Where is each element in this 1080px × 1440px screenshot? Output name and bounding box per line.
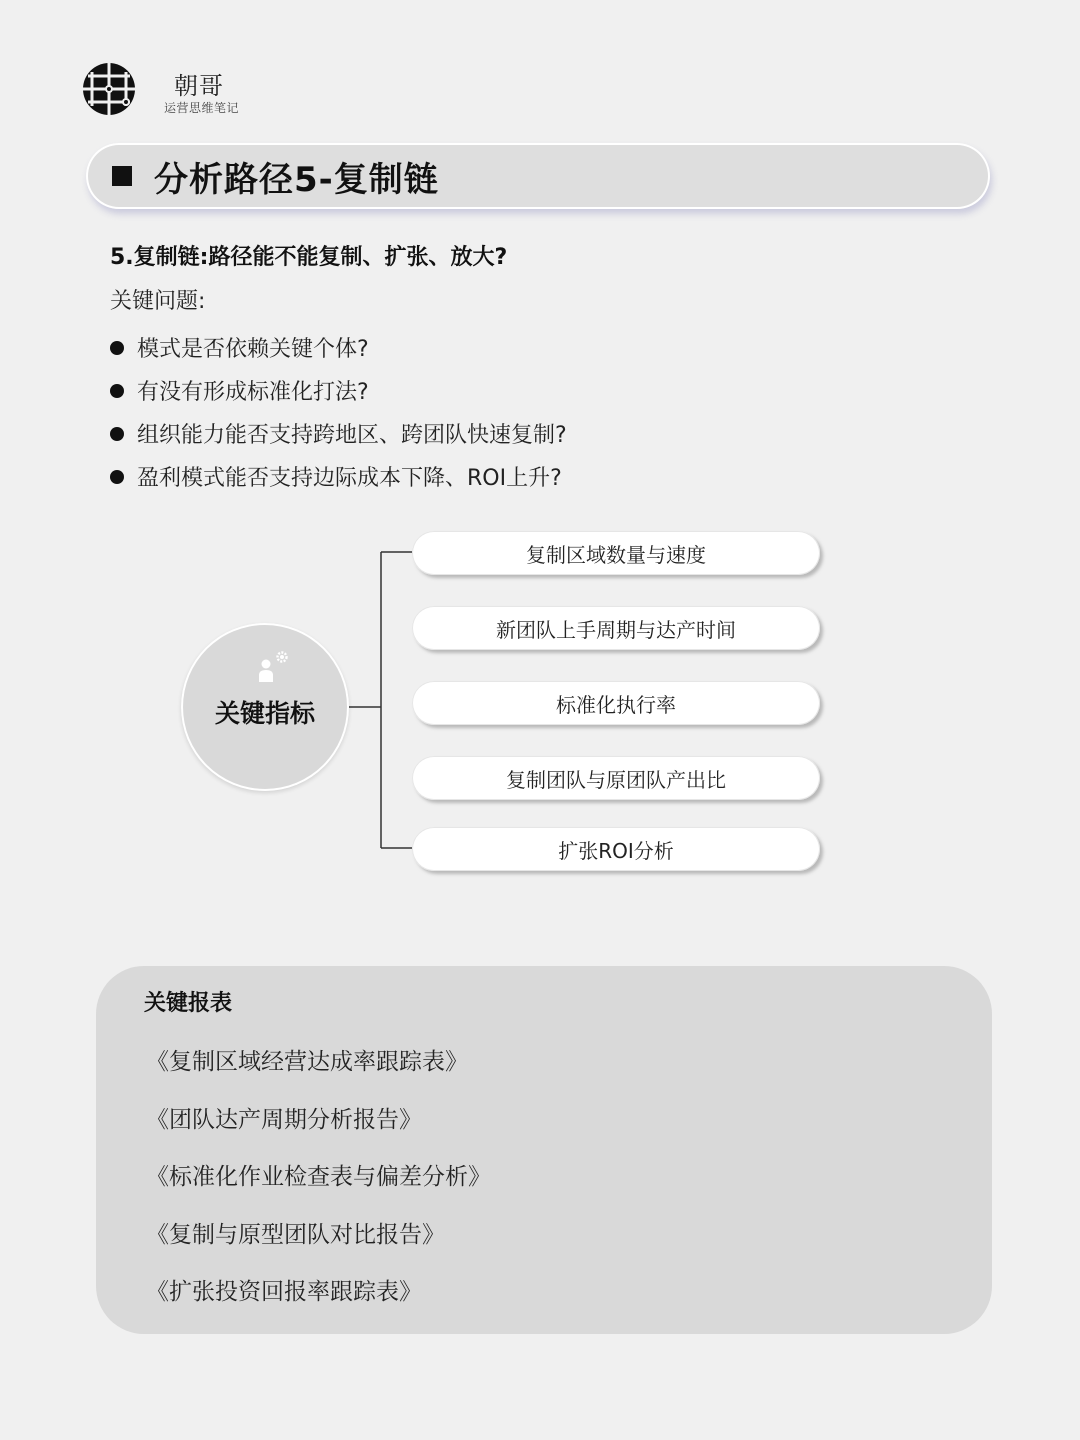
title-bar: [86, 143, 990, 209]
report-item: 《标准化作业检查表与偏差分析》: [146, 1164, 491, 1190]
reports-title: 关键报表: [144, 991, 233, 1016]
metric-item: 复制区域数量与速度: [412, 531, 820, 575]
brand-subtitle: 运营思维笔记: [164, 101, 240, 115]
bullet-dot-icon: [110, 470, 124, 484]
bullet-dot-icon: [110, 384, 124, 398]
metric-item: 扩张ROI分析: [412, 827, 820, 871]
person-gear-icon: [254, 648, 292, 686]
bullet-dot-icon: [110, 427, 124, 441]
list-item: 有没有形成标准化打法?: [110, 369, 567, 412]
list-item: 模式是否依赖关键个体?: [110, 326, 567, 369]
brand-name: 朝哥: [174, 72, 224, 100]
bullet-dot-icon: [110, 341, 124, 355]
metrics-hub-label: 关键指标: [214, 699, 315, 728]
report-item: 《复制与原型团队对比报告》: [146, 1222, 445, 1248]
metric-item: 新团队上手周期与达产时间: [412, 606, 820, 650]
brand-logo-icon: [82, 62, 136, 116]
report-item: 《扩张投资回报率跟踪表》: [146, 1279, 422, 1305]
questions-list: [110, 326, 567, 498]
metric-item: 标准化执行率: [412, 681, 820, 725]
metric-item: 复制团队与原团队产出比: [412, 756, 820, 800]
questions-label: 关键问题:: [110, 289, 206, 314]
page-title: 分析路径5-复制链: [154, 159, 439, 200]
list-item: 盈利模式能否支持边际成本下降、ROI上升?: [110, 455, 567, 498]
section-heading: 5.复制链:路径能不能复制、扩张、放大?: [110, 245, 508, 270]
report-item: 《团队达产周期分析报告》: [146, 1107, 422, 1133]
list-item: 组织能力能否支持跨地区、跨团队快速复制?: [110, 412, 567, 455]
report-item: 《复制区域经营达成率跟踪表》: [146, 1049, 468, 1075]
square-bullet-icon: [112, 166, 132, 186]
